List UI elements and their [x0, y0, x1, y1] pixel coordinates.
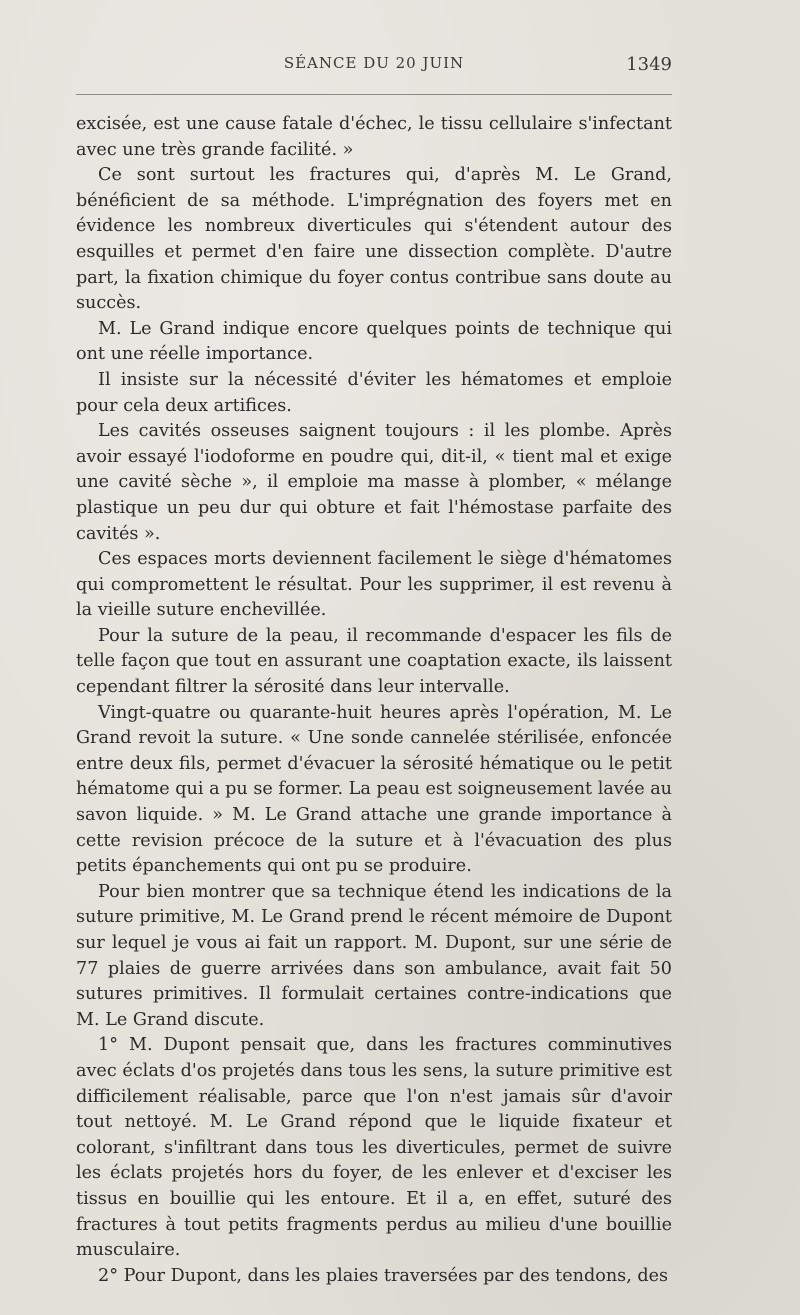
- running-head: SÉANCE DU 20 JUIN: [283, 54, 465, 72]
- paragraph: Vingt-quatre ou quarante-huit heures après l'opération, M. Le Grand revoit la suture. « Une sonde cannelée stérilisée, enfoncée entre deux fils, permet d'évacuer la sérosité hématique ou le petit hématome qui a pu se former. La peau est soigneusement lavée au savon liquide. » M. Le Grand attache une grande importance à cette revision précoce de la suture et à l'évacuation des plus petits épanchements qui ont pu se produire.: [76, 702, 673, 877]
- header-rule: [76, 94, 672, 95]
- paragraph: excisée, est une cause fatale d'échec, le tissu cellulaire s'infectant avec une très grande facilité. »: [76, 114, 672, 160]
- page-number: 1349: [626, 54, 672, 75]
- paragraph: Les cavités osseuses saignent toujours : il les plombe. Après avoir essayé l'iodoforme en poudre qui, dit-il, « tient mal et exige une cavité sèche », il emploie ma masse à plomber, « mélange plastique un peu dur qui obture et fait l'hémostase parfaite des cavités ».: [76, 421, 672, 544]
- paragraph: Ce sont surtout les fractures qui, d'après M. Le Grand, bénéficient de sa méthode. L'imprégnation des foyers met en évidence les nombreux diverticules qui s'étendent autour des esquilles et permet d'en faire une dissection complète. D'autre part, la fixation chimique du foyer contus contribue sans doute au succès.: [76, 165, 672, 314]
- paragraph: 2° Pour Dupont, dans les plaies traversées par des tendons, des: [98, 1265, 669, 1286]
- paragraph: 1° M. Dupont pensait que, dans les fractures comminutives avec éclats d'os projetés dans tous les sens, la suture primitive est difficilement réalisable, parce que l'on n'est jamais sûr d'avoir tout nettoyé. M. Le Grand répond que le liquide fixateur et colorant, s'infiltrant dans tous les diverticules, permet de suivre les éclats projetés hors du foyer, de les enlever et d'exciser les tissus en bouillie qui les entoure. Et il a, en effet, suturé des fractures à tout petits fragments perdus au milieu d'une bouillie musculaire.: [76, 1035, 672, 1261]
- paragraph: Ces espaces morts deviennent facilement le siège d'hématomes qui compromettent le résultat. Pour les supprimer, il est revenu à la vieille suture enchevillée.: [76, 549, 672, 621]
- body-text: [76, 112, 672, 1289]
- paragraph: Il insiste sur la nécessité d'éviter les hématomes et emploie pour cela deux artifices.: [76, 369, 672, 416]
- page-header: [76, 54, 672, 82]
- paragraph: Pour bien montrer que sa technique étend les indications de la suture primitive, M. Le Grand prend le récent mémoire de Dupont sur lequel je vous ai fait un rapport. M. Dupont, sur une série de 77 plaies de guerre arrivées dans son ambulance, avait fait 50 sutures primitives. Il formulait certaines contre-indications que M. Le Grand discute.: [76, 881, 672, 1030]
- paragraph: Pour la suture de la peau, il recommande d'espacer les fils de telle façon que tout en assurant une coaptation exacte, ils laissent cependant filtrer la sérosité dans leur intervalle.: [76, 625, 672, 698]
- paragraph: M. Le Grand indique encore quelques points de technique qui ont une réelle importance.: [76, 318, 672, 365]
